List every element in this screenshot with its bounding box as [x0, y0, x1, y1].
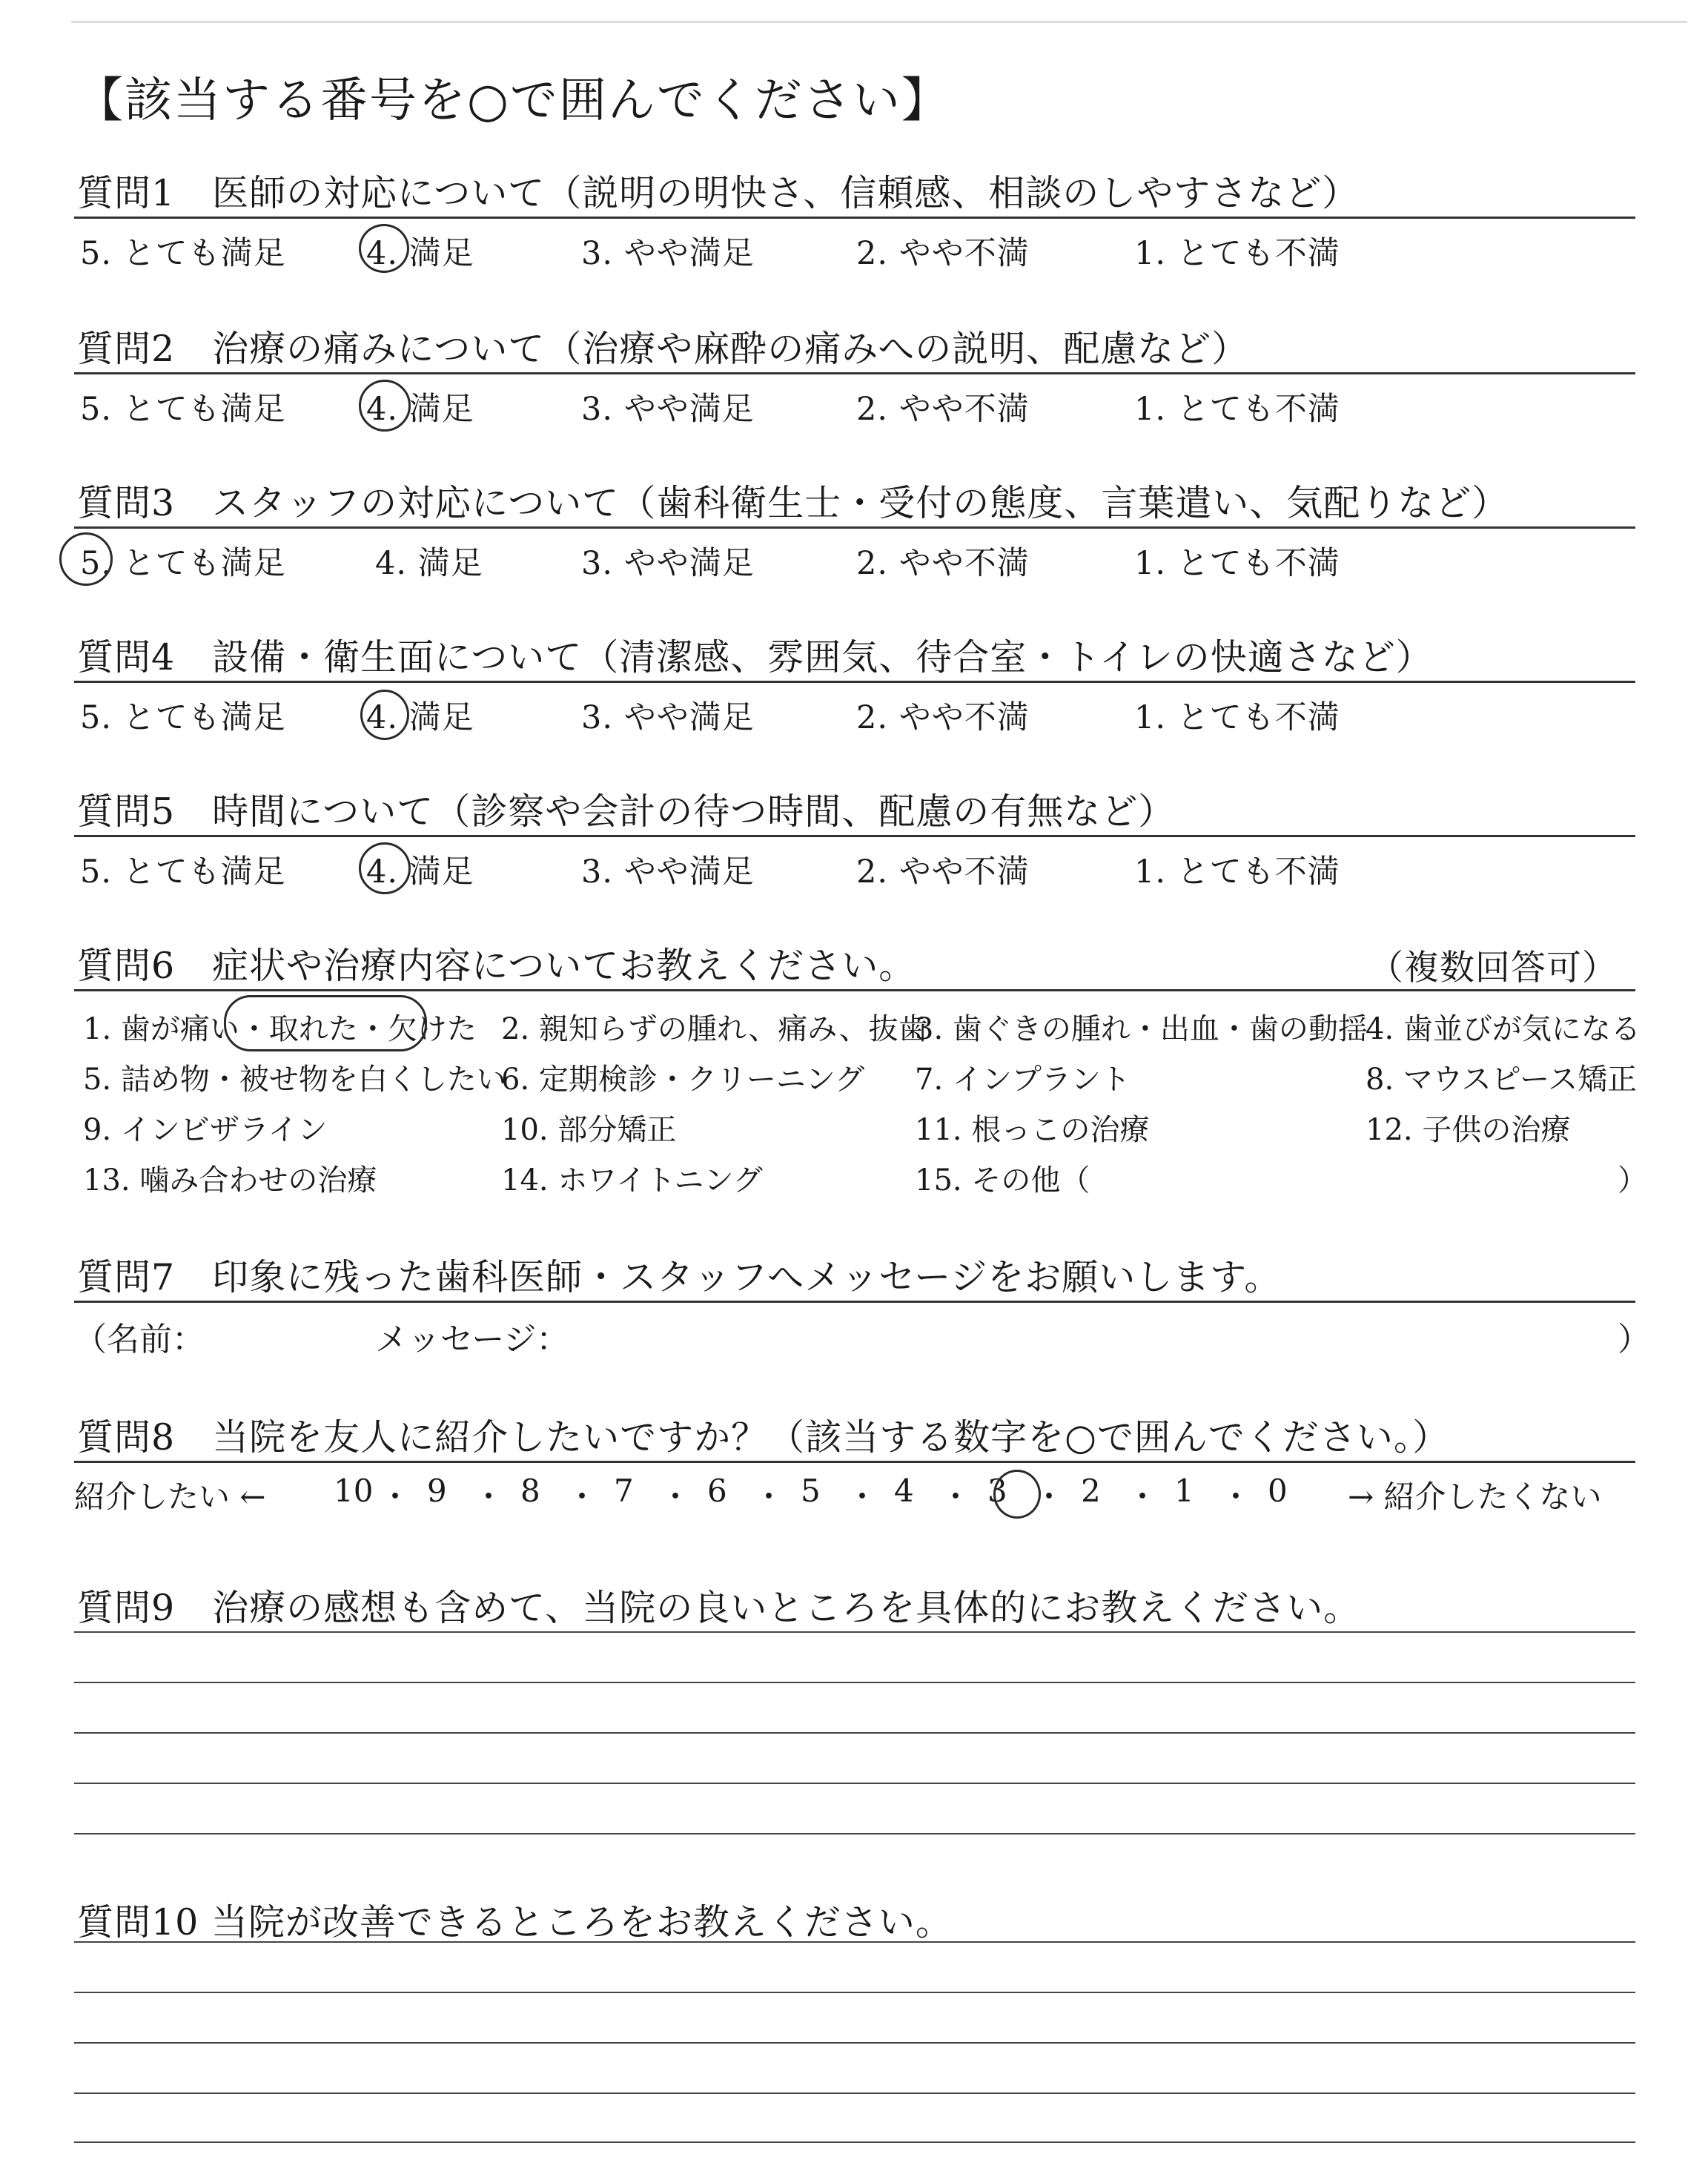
q6-other-close-paren: ）	[1618, 1163, 1647, 1198]
q6-option-15[interactable]: 15. その他（	[915, 1163, 1090, 1198]
question-6-title: 質問6 症状や治療内容についてお教えください。	[77, 945, 916, 987]
scan-top-edge	[71, 21, 1687, 23]
question-1-rule	[74, 217, 1635, 219]
q6-option-14[interactable]: 14. ホワイトニング	[501, 1163, 763, 1198]
q3-option-4[interactable]: 4. 満足	[375, 545, 483, 582]
q8-right-label: → 紹介したくない	[1348, 1479, 1602, 1515]
question-9-title: 質問9 治療の感想も含めて、当院の良いところを具体的にお教えください。	[77, 1587, 1361, 1629]
q8-scale-value[interactable]: 5	[801, 1473, 821, 1509]
question-1-title: 質問1 医師の対応について（説明の明快さ、信頼感、相談のしやすさなど）	[77, 172, 1360, 214]
q9-answer-line[interactable]	[74, 1682, 1635, 1683]
q5-selected-circle	[359, 842, 411, 894]
q7-message-label: メッセージ：	[375, 1321, 569, 1358]
q6-option-9[interactable]: 9. インビザライン	[83, 1113, 328, 1147]
q8-scale-value[interactable]: 2	[1081, 1473, 1101, 1509]
q7-close-paren: ）	[1618, 1321, 1650, 1358]
q5-option-3[interactable]: 3. やや満足	[581, 853, 755, 891]
q1-option-2[interactable]: 2. やや不満	[856, 235, 1030, 272]
q1-option-4[interactable]: 4. 満足	[366, 235, 474, 272]
q6-option-3[interactable]: 3. 歯ぐきの腫れ・出血・歯の動揺	[915, 1012, 1368, 1046]
q8-scale-separator: ・	[847, 1479, 878, 1515]
q6-option-6[interactable]: 6. 定期検診・クリーニング	[501, 1063, 865, 1097]
q3-selected-circle	[59, 532, 113, 586]
q6-option-2[interactable]: 2. 親知らずの腫れ、痛み、抜歯	[501, 1012, 928, 1046]
q8-scale-separator: ・	[660, 1479, 692, 1515]
q6-option-5[interactable]: 5. 詰め物・被せ物を白くしたい	[83, 1063, 506, 1097]
q8-scale-value[interactable]: 10	[334, 1473, 374, 1509]
question-5-rule	[74, 835, 1635, 837]
question-4-title: 質問4 設備・衛生面について（清潔感、雰囲気、待合室・トイレの快適さなど）	[77, 636, 1433, 678]
q8-scale-value[interactable]: 9	[427, 1473, 447, 1509]
question-3-title: 質問3 スタッフの対応について（歯科衛生士・受付の態度、言葉遣い、気配りなど）	[77, 482, 1509, 524]
question-5-title: 質問5 時間について（診察や会計の待つ時間、配慮の有無など）	[77, 790, 1176, 833]
q10-answer-line[interactable]	[74, 2093, 1635, 2094]
q3-option-2[interactable]: 2. やや不満	[856, 545, 1030, 582]
q10-answer-line[interactable]	[74, 1992, 1635, 1993]
q6-option-4[interactable]: 4. 歯並びが気になる	[1366, 1012, 1641, 1046]
q7-name-label: （名前：	[74, 1321, 205, 1358]
q8-scale-value[interactable]: 1	[1174, 1473, 1194, 1509]
q1-option-5[interactable]: 5. とても満足	[80, 235, 286, 272]
q6-option-7[interactable]: 7. インプラント	[915, 1063, 1131, 1097]
q8-scale-separator: ・	[940, 1479, 972, 1515]
question-2-rule	[74, 372, 1635, 374]
question-7-title: 質問7 印象に残った歯科医師・スタッフへメッセージをお願いします。	[77, 1256, 1282, 1298]
q10-answer-line[interactable]	[74, 1941, 1635, 1943]
question-4-rule	[74, 681, 1635, 683]
q2-selected-circle	[359, 380, 411, 432]
question-3-rule	[74, 526, 1635, 529]
q3-option-1[interactable]: 1. とても不満	[1134, 545, 1340, 582]
q6-option-13[interactable]: 13. 噛み合わせの治療	[83, 1163, 377, 1198]
q3-option-3[interactable]: 3. やや満足	[581, 545, 755, 582]
q2-option-3[interactable]: 3. やや満足	[581, 391, 755, 428]
q8-scale-separator: ・	[473, 1479, 505, 1515]
q2-option-5[interactable]: 5. とても満足	[80, 391, 286, 428]
question-7-rule	[74, 1301, 1635, 1303]
q4-option-3[interactable]: 3. やや満足	[581, 699, 755, 736]
question-6-rule	[74, 989, 1635, 991]
q6-option-8[interactable]: 8. マウスピース矯正	[1366, 1063, 1638, 1097]
q5-option-2[interactable]: 2. やや不満	[856, 853, 1030, 891]
question-10-title: 質問10 当院が改善できるところをお教えください。	[77, 1901, 953, 1943]
q4-option-2[interactable]: 2. やや不満	[856, 699, 1030, 736]
q3-option-5[interactable]: 5. とても満足	[80, 545, 286, 582]
q8-selected-circle	[993, 1470, 1041, 1519]
q10-answer-line[interactable]	[74, 2042, 1635, 2044]
q5-option-4[interactable]: 4. 満足	[366, 853, 474, 891]
q1-option-1[interactable]: 1. とても不満	[1134, 235, 1340, 272]
q8-scale-separator: ・	[1127, 1479, 1159, 1515]
q1-selected-circle	[359, 224, 409, 273]
q4-option-5[interactable]: 5. とても満足	[80, 699, 286, 736]
question-8-title: 質問8 当院を友人に紹介したいですか？（該当する数字を○で囲んでください。）	[77, 1416, 1450, 1459]
q8-scale-value[interactable]: 4	[894, 1473, 914, 1509]
q10-answer-line[interactable]	[74, 2141, 1635, 2143]
q4-option-4[interactable]: 4. 満足	[366, 699, 474, 736]
q4-selected-circle	[360, 690, 409, 740]
q9-answer-line[interactable]	[74, 1631, 1635, 1633]
q2-option-2[interactable]: 2. やや不満	[856, 391, 1030, 428]
q8-left-label: 紹介したい ←	[74, 1479, 266, 1515]
q5-option-1[interactable]: 1. とても不満	[1134, 853, 1340, 891]
q8-scale-value[interactable]: 8	[520, 1473, 540, 1509]
q6-option-12[interactable]: 12. 子供の治療	[1366, 1113, 1571, 1147]
q6-option-1[interactable]: 1. 歯が痛い・取れた・欠けた	[83, 1012, 477, 1046]
question-2-title: 質問2 治療の痛みについて（治療や麻酔の痛みへの説明、配慮など）	[77, 328, 1249, 370]
q8-scale-value[interactable]: 6	[707, 1473, 727, 1509]
q8-scale-separator: ・	[1033, 1479, 1065, 1515]
question-6-note: （複数回答可）	[1368, 948, 1618, 988]
q6-option-11[interactable]: 11. 根っこの治療	[915, 1113, 1150, 1147]
q8-scale-separator: ・	[753, 1479, 785, 1515]
q6-selected-circle	[224, 995, 427, 1051]
q2-option-4[interactable]: 4. 満足	[366, 391, 474, 428]
q8-scale-separator: ・	[566, 1479, 598, 1515]
q9-answer-line[interactable]	[74, 1783, 1635, 1784]
q8-scale-value[interactable]: 0	[1268, 1473, 1288, 1509]
q9-answer-line[interactable]	[74, 1833, 1635, 1834]
q9-answer-line[interactable]	[74, 1732, 1635, 1734]
q8-scale-separator: ・	[1220, 1479, 1252, 1515]
q6-option-10[interactable]: 10. 部分矯正	[501, 1113, 677, 1147]
page-title: 【該当する番号を○で囲んでください】	[76, 73, 950, 128]
question-8-rule	[74, 1461, 1635, 1463]
q2-option-1[interactable]: 1. とても不満	[1134, 391, 1340, 428]
q1-option-3[interactable]: 3. やや満足	[581, 235, 755, 272]
q5-option-5[interactable]: 5. とても満足	[80, 853, 286, 891]
q4-option-1[interactable]: 1. とても不満	[1134, 699, 1340, 736]
q8-scale-value[interactable]: 3	[987, 1473, 1007, 1509]
q8-scale-separator: ・	[380, 1479, 411, 1515]
q8-scale-value[interactable]: 7	[614, 1473, 634, 1509]
